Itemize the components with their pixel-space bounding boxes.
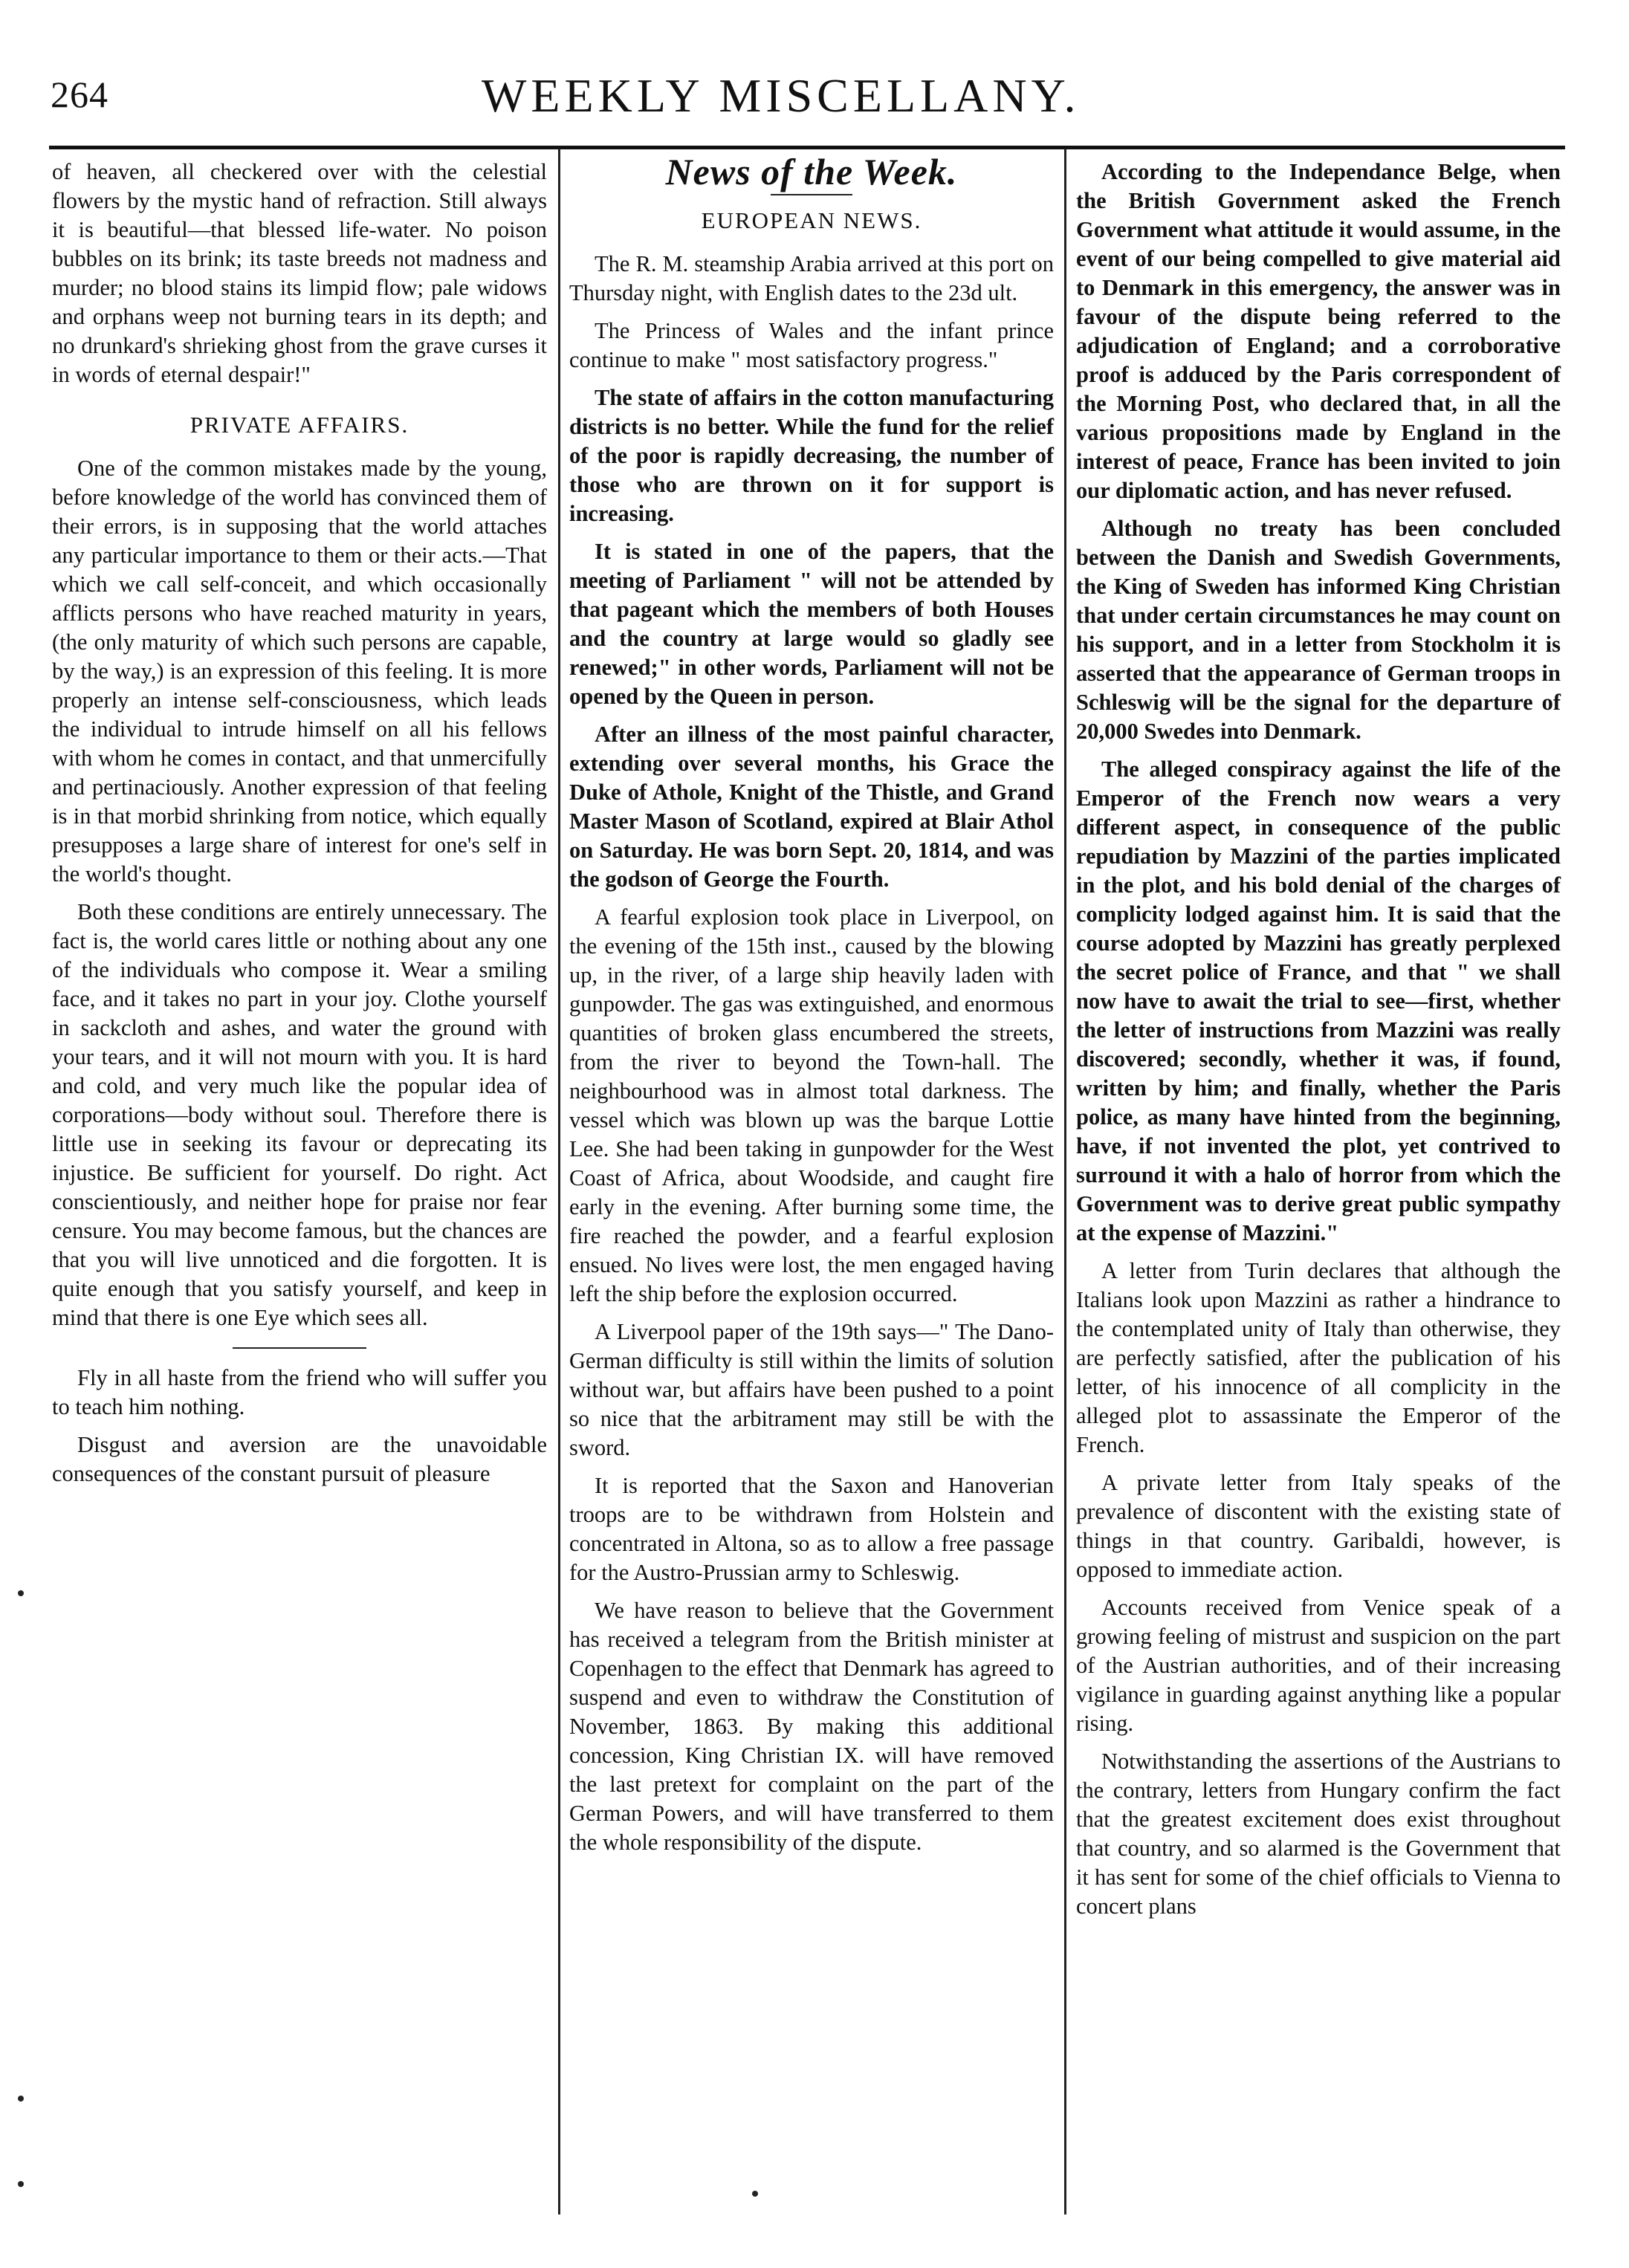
news-item: Notwithstanding the assertions of the Austrians to the contrary, letters from Hungary confirm the fact that the greatest excitement does exist throughout that country, and so alarmed is the Government that it has sent for some of the chief officials to Vienna to concert plans xyxy=(1076,1749,1561,1919)
page-number: 264 xyxy=(51,74,109,115)
news-item: It is reported that the Saxon and Hanoverian troops are to be withdrawn from Holstein and concentrated in Altona, so as to allow a free passage for the Austro-Prussian army to Schleswig. xyxy=(569,1473,1054,1585)
scan-speck xyxy=(18,2181,24,2187)
news-item: A letter from Turin declares that although the Italians look upon Mazzini as rather a hindrance to the contemplated unity of Italy than otherwise, they are perfectly satisfied, after the publication of his letter, of his innocence of all complicity in the alleged plot to assassinate the Emperor of the French. xyxy=(1076,1258,1561,1457)
column-divider-1 xyxy=(558,149,560,2214)
news-item: It is stated in one of the papers, that the meeting of Parliament " will not be attended by that pageant which the members of both Houses and the country at large would so gladly see renewed;" in other words, Parliament will not be opened by the Queen in person. xyxy=(569,539,1054,709)
scan-speck xyxy=(18,2096,24,2102)
masthead-title: WEEKLY MISCELLANY. xyxy=(482,69,1081,122)
news-item: The Princess of Wales and the infant prince continue to make " most satisfactory progress." xyxy=(569,318,1054,372)
news-item: We have reason to believe that the Government has received a telegram from the British minister at Copenhagen to the effect that Denmark has agreed to suspend and even to withdraw the Constitution of November, 1863. By making this additional concession, King Christian IX. will have removed the last pretext for complaint on the part of the German Powers, and will have transferred to them the whole responsibility of the dispute. xyxy=(569,1598,1054,1855)
news-item: Although no treaty has been concluded between the Danish and Swedish Governments, the King of Sweden has informed King Christian that under certain circumstances he may count on his support, and in a letter from Stockholm it is asserted that the appearance of German troops in Schleswig will be the signal for the departure of 20,000 Swedes into Denmark. xyxy=(1076,516,1561,744)
article-paragraph: One of the common mistakes made by the young, before knowledge of the world has convinced them of their errors, is in supposing that the world attaches any particular importance to them or their acts.—That which we call self-conceit, and which occasionally afflicts persons who have reached maturity in years, (the only maturity of which such persons are capable, by the way,) is an expression of this feeling. It is more properly an intense self-consciousness, which leads the individual to intrude himself on all his fellows with whom he comes in contact, and that unmercifully and pertinaciously. Another expression of that feeling is in that morbid shrinking from notice, which equally presupposes a large share of interest for one's self in the world's thought. xyxy=(52,456,547,887)
separator-rule xyxy=(233,1347,366,1349)
news-item: The state of affairs in the cotton manufacturing districts is no better. While the fund for the relief of the poor is rapidly decreasing, the number of those who are thrown on it for support is increasing. xyxy=(569,385,1054,526)
scan-speck xyxy=(752,2191,758,2197)
news-of-the-week-title: News of the Week. xyxy=(665,151,958,192)
page-header xyxy=(51,68,1136,128)
article-paragraph: Fly in all haste from the friend who will suffer you to teach him nothing. xyxy=(52,1365,547,1419)
news-item: According to the Independance Belge, when the British Government asked the French Government what attitude it would assume, in the event of our being compelled to give material aid to Denmark in this emergency, the answer was in favour of the dispute being referred to the adjudication of England; and a corroborative proof is adduced by the Paris correspondent of the Morning Post, who declared that, in all the various propositions made by England in the interest of peace, France has been invited to join our diplomatic action, and has never refused. xyxy=(1076,159,1561,503)
news-item: Accounts received from Venice speak of a growing feeling of mistrust and suspicion on the part of the Austrian authorities, and of their increasing vigilance in guarding against anything like a popular rising. xyxy=(1076,1595,1561,1736)
section-heading-european-news: EUROPEAN NEWS. xyxy=(701,207,922,233)
column-3 xyxy=(1076,158,1561,1930)
news-item: A fearful explosion took place in Liverpool, on the evening of the 15th inst., caused by the blowing up, in the river, of a large ship heavily laden with gunpowder. The gas was extinguished, and enormous quantities of broken glass encumbered the streets, from the river to beyond the Town-hall. The neighbourhood was in almost total darkness. The vessel which was blown up was the barque Lottie Lee. She had been taking in gunpowder for the West Coast of Africa, about Woodside, and caught fire early in the evening. After burning some time, the fire reached the powder, and a fearful explosion ensued. No lives were lost, the men engaged having left the ship before the explosion occurred. xyxy=(569,904,1054,1306)
column-divider-2 xyxy=(1064,149,1066,2214)
section-heading-private-affairs: PRIVATE AFFAIRS. xyxy=(190,412,409,438)
news-item: The alleged conspiracy against the life of the Emperor of the French now wears a very different aspect, in consequence of the public repudiation by Mazzini of the parties implicated in the plot, and his bold denial of the charges of complicity lodged against him. It is said that the course adopted by Mazzini has greatly perplexed the secret police of France, and that " we shall now have to await the trial to see—first, whether the letter of instructions from Mazzini was really discovered; secondly, whether it was, if found, written by him; and finally, whether the Paris police, as many have hinted from the beginning, have, if not invented the plot, yet contrived to surround it with a halo of horror from which the Government was to derive great public sympathy at the expense of Mazzini." xyxy=(1076,756,1561,1245)
scan-speck xyxy=(18,1590,24,1596)
news-item: A Liverpool paper of the 19th says—" The Dano-German difficulty is still within the limits of solution without war, but affairs have been pushed to a point so nice that the arbitrament may still be with the sword. xyxy=(569,1319,1054,1460)
header-rule xyxy=(49,146,1565,149)
news-item: The R. M. steamship Arabia arrived at this port on Thursday night, with English dates to the 23d ult. xyxy=(569,251,1054,305)
title-rule xyxy=(771,194,852,195)
news-item: A private letter from Italy speaks of the prevalence of discontent with the existing state of things in that country. Garibaldi, however, is opposed to immediate action. xyxy=(1076,1470,1561,1582)
article-paragraph: of heaven, all checkered over with the celestial flowers by the mystic hand of refraction. Still always it is beautiful—that blessed life-water. No poison bubbles on its brink; its taste breeds not madness and murder; no blood stains its limpid flow; pale widows and orphans weep not burning tears in its depth; and no drunkard's shrieking ghost from the grave curses it in words of eternal despair!" xyxy=(52,159,547,387)
article-paragraph: Disgust and aversion are the unavoidable consequences of the constant pursuit of pleasure xyxy=(52,1432,547,1486)
article-paragraph: Both these conditions are entirely unnecessary. The fact is, the world cares little or nothing about any one of the individuals who compose it. Wear a smiling face, and it takes no part in your joy. Clothe yourself in sackcloth and ashes, and water the ground with your tears, and it will not mourn with you. It is hard and cold, and very much like the popular idea of corporations—body without soul. Therefore there is little use in seeking its favour or deprecating its injustice. Be sufficient for yourself. Do right. Act conscientiously, and neither hope for praise nor fear censure. You may become famous, but the chances are that you will live unnoticed and die forgotten. It is quite enough that you satisfy yourself, and keep in mind that there is one Eye which sees all. xyxy=(52,899,547,1330)
news-item: After an illness of the most painful character, extending over several months, his Grace the Duke of Athole, Knight of the Thistle, and Grand Master Mason of Scotland, expired at Blair Athol on Saturday. He was born Sept. 20, 1814, and was the godson of George the Fourth. xyxy=(569,722,1054,892)
column-2 xyxy=(569,151,1054,1866)
column-1 xyxy=(52,158,547,1497)
